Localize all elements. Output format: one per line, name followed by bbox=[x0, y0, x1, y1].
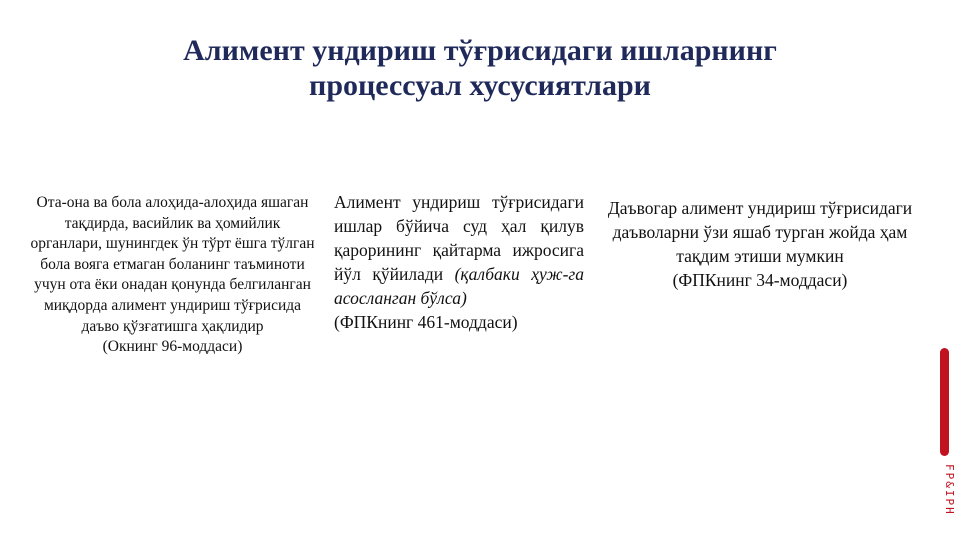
title-line-2: процессуал хусусиятлари bbox=[309, 69, 651, 102]
column-reverse-execution bbox=[334, 190, 584, 334]
column-jurisdiction bbox=[605, 196, 915, 292]
column-1-text: Ота-она ва бола алоҳида-алоҳида яшаган тақдирда, васийлик ва ҳомийлик органлари, шунингдек ўн тўрт ёшга тўлган бола вояга етмаган боланинг таъминоти учун ота ёки онадан қонунда белгиланган миқдорда алимент ундириш тўғрисида даъво қўзғатишга ҳақлидир bbox=[30, 194, 315, 335]
title-line-1: Алимент ундириш тўғрисидаги ишларнинг bbox=[183, 34, 777, 67]
column-1-reference: (Окнинг 96-моддаси) bbox=[102, 338, 243, 356]
accent-bar bbox=[940, 348, 949, 456]
brand-label: FP&IPH bbox=[943, 464, 956, 516]
column-2-reference: (ФПКнинг 461-моддаси) bbox=[334, 312, 518, 332]
slide-title bbox=[80, 33, 880, 103]
column-3-text: Даъвогар алимент ундириш тўғрисидаги даъволарни ўзи яшаб турган жойда ҳам тақдим этиши мумкин bbox=[607, 198, 913, 266]
column-family-code bbox=[30, 193, 315, 358]
column-3-reference: (ФПКнинг 34-моддаси) bbox=[672, 270, 848, 290]
column-2-italic-note: (қалбаки ҳуж-га асосланган бўлса) bbox=[334, 264, 584, 308]
column-2-text: Алимент ундириш тўғрисидаги ишлар бўйича суд ҳал қилув қарорининг қайтарма ижросига йўл қўйилади bbox=[334, 192, 584, 284]
